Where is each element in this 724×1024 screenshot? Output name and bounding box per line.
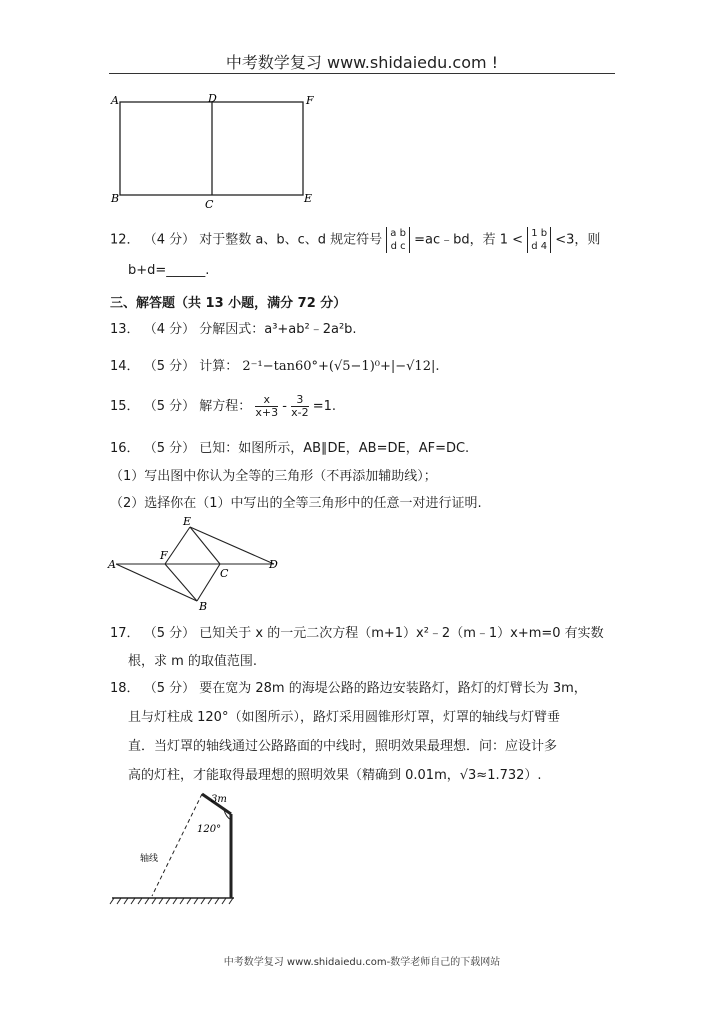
question-text: 已知关于 x 的一元二次方程（m+1）x²﹣2（m﹣1）x+m=0 有实数 (199, 626, 604, 641)
equation-rhs: =1. (312, 399, 337, 414)
question-score: （5 分） (143, 399, 196, 414)
question-number: 16． (110, 441, 140, 456)
label-b: B (111, 192, 120, 205)
angle-label: 120° (197, 824, 222, 835)
question-number: 15． (110, 399, 140, 414)
segment-bf (165, 564, 197, 601)
question-number: 14． (110, 359, 140, 374)
question-17-line2: 根，求 m 的取值范围. (128, 654, 258, 669)
question-text: 分解因式：a³+ab²﹣2a²b. (199, 322, 357, 337)
fraction-x-over-x-plus-3: $\frac{x}{x+3}$ (255, 393, 279, 419)
segment-ed (190, 527, 274, 564)
label-b: B (199, 600, 208, 613)
page-footer: 中考数学复习 www.shidaiedu.com-数学老师自己的下载网站 (223, 957, 501, 968)
segment-ef (165, 527, 190, 564)
question-number: 12． (110, 232, 140, 248)
question-12 (110, 227, 600, 253)
question-13 (110, 318, 357, 337)
rectangle-figure (105, 92, 325, 212)
question-number: 18． (110, 681, 140, 696)
question-18-line3: 直．当灯罩的轴线通过公路路面的中线时，照明效果最理想．问：应设计多 (128, 739, 558, 754)
label-a: A (111, 94, 119, 107)
question-text-2: =ac﹣bd，若 1 (414, 232, 509, 248)
header-divider (109, 73, 615, 74)
determinant-abdc: a b d c (386, 227, 410, 253)
question-18-line2: 且与灯柱成 120°（如图所示），路灯采用圆锥形灯罩，灯罩的轴线与灯臂垂 (128, 710, 560, 725)
question-score: （5 分） (143, 441, 196, 456)
label-e: E (183, 515, 192, 528)
street-lamp-figure (108, 786, 248, 914)
minus-sign: - (282, 399, 287, 414)
question-12-line2: b+d=______. (128, 263, 210, 278)
arm-length-label: 3m (211, 794, 227, 805)
question-label: 计算： (199, 359, 239, 374)
label-e: E (304, 192, 313, 205)
fraction-3-over-x-minus-2: $\frac{3}{x-2}$ (291, 393, 309, 419)
question-15 (110, 394, 336, 419)
section-title: 三、解答题（共 13 小题，满分 72 分） (110, 296, 347, 311)
label-a: A (108, 558, 116, 571)
ground-hatching (110, 898, 233, 904)
question-16-part-1: （1）写出图中你认为全等的三角形（不再添加辅助线）； (110, 469, 437, 484)
segment-bc (197, 564, 220, 601)
math-expression: 2⁻¹−tan60°+(√5−1)⁰+|−√12|. (242, 359, 440, 374)
question-number: 17． (110, 626, 140, 641)
question-17 (110, 622, 604, 641)
question-label: 解方程： (199, 399, 252, 414)
determinant-1bd4: 1 b d 4 (527, 227, 551, 253)
label-c: C (205, 198, 214, 211)
segment-ec (190, 527, 220, 564)
question-number: 13． (110, 322, 140, 337)
less-than-sign: < (512, 232, 524, 248)
question-score: （4 分） (143, 232, 196, 248)
question-18 (110, 677, 587, 696)
question-text: 已知：如图所示，AB∥DE，AB=DE，AF=DC. (199, 441, 470, 456)
triangle-figure (108, 515, 288, 614)
label-c: C (220, 567, 229, 580)
question-16-part-2: （2）选择你在（1）中写出的全等三角形中的任意一对进行证明. (110, 496, 482, 511)
label-f: F (160, 549, 168, 562)
question-score: （5 分） (143, 359, 196, 374)
label-d: D (269, 558, 278, 571)
page-header-title: 中考数学复习 www.shidaiedu.com ! (225, 53, 499, 72)
label-f: F (306, 94, 314, 107)
question-score: （5 分） (143, 681, 196, 696)
question-16 (110, 437, 469, 456)
question-text: 对于整数 a、b、c、d 规定符号 (199, 232, 383, 248)
segment-ab (116, 564, 197, 601)
axis-label: 轴线 (140, 854, 159, 864)
question-text: 要在宽为 28m 的海堤公路的路边安装路灯，路灯的灯臂长为 3m， (199, 681, 587, 696)
question-18-line4: 高的灯柱，才能取得最理想的照明效果（精确到 0.01m，√3≈1.732）. (128, 768, 542, 783)
question-text-3: <3，则 (555, 232, 601, 248)
question-score: （4 分） (143, 322, 196, 337)
lamp-axis (152, 794, 202, 896)
question-14 (110, 355, 440, 374)
question-score: （5 分） (143, 626, 196, 641)
label-d: D (208, 92, 217, 105)
